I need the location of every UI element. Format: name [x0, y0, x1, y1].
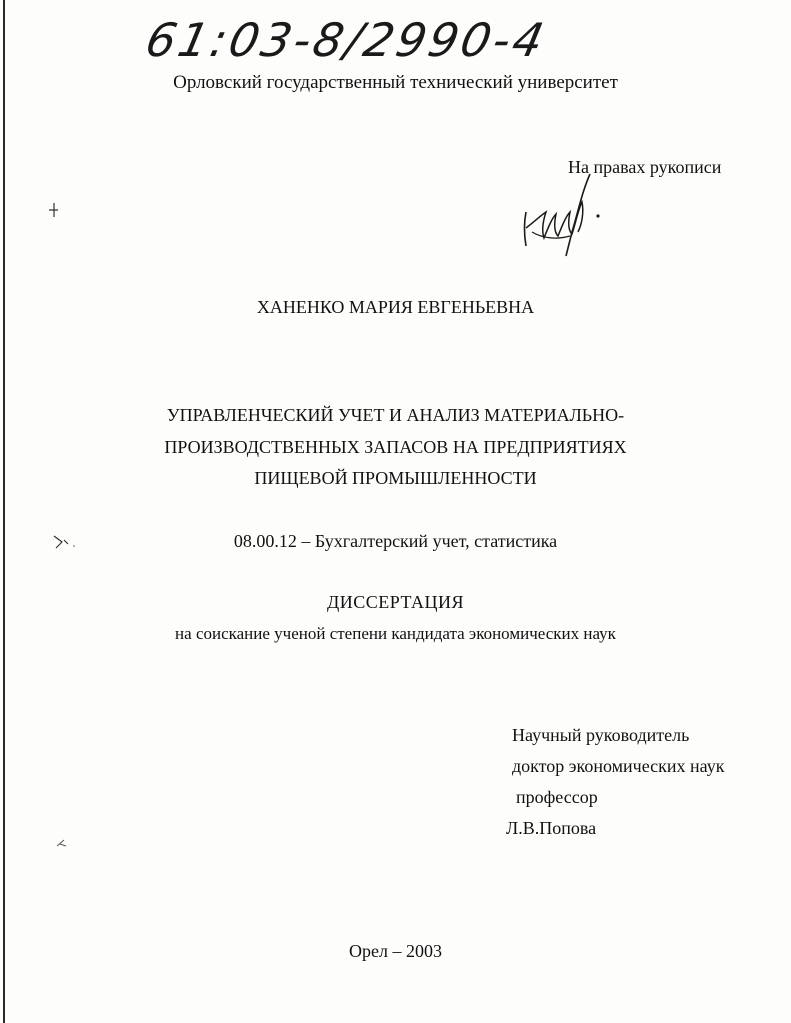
- document-type: ДИССЕРТАЦИЯ: [326, 592, 465, 612]
- supervisor-degree: доктор экономических наук: [512, 756, 725, 776]
- author-name: ХАНЕНКО МАРИЯ ЕВГЕНЬЕВНА: [256, 297, 535, 317]
- scan-speck: [44, 200, 64, 220]
- author-signature: [512, 172, 612, 258]
- handwritten-catalog-code: [141, 6, 552, 72]
- dissertation-title-line-1: УПРАВЛЕНЧЕСКИЙ УЧЕТ И АНАЛИЗ МАТЕРИАЛЬНО-: [166, 405, 625, 425]
- manuscript-rights-note: На правах рукописи: [568, 157, 722, 177]
- scan-speck: [50, 532, 76, 552]
- supervisor-rank: профессор: [516, 787, 598, 807]
- scan-edge-line: [3, 0, 5, 1023]
- dissertation-title-line-2: ПРОИЗВОДСТВЕННЫХ ЗАПАСОВ НА ПРЕДПРИЯТИЯХ: [164, 437, 627, 457]
- handwritten-code-text: 61:03-8/2990-4: [141, 13, 552, 67]
- supervisor-name: Л.В.Попова: [506, 818, 597, 838]
- city-year: Орел – 2003: [349, 941, 442, 961]
- specialty-code: 08.00.12 – Бухгалтерский учет, статистика: [233, 531, 558, 551]
- degree-description: на соискание ученой степени кандидата экономических наук: [175, 624, 616, 643]
- dissertation-title-line-3: ПИЩЕВОЙ ПРОМЫШЛЕННОСТИ: [254, 468, 537, 488]
- scan-speck: [54, 836, 70, 850]
- university-name: Орловский государственный технический университет: [173, 72, 618, 93]
- supervisor-role: Научный руководитель: [512, 725, 690, 745]
